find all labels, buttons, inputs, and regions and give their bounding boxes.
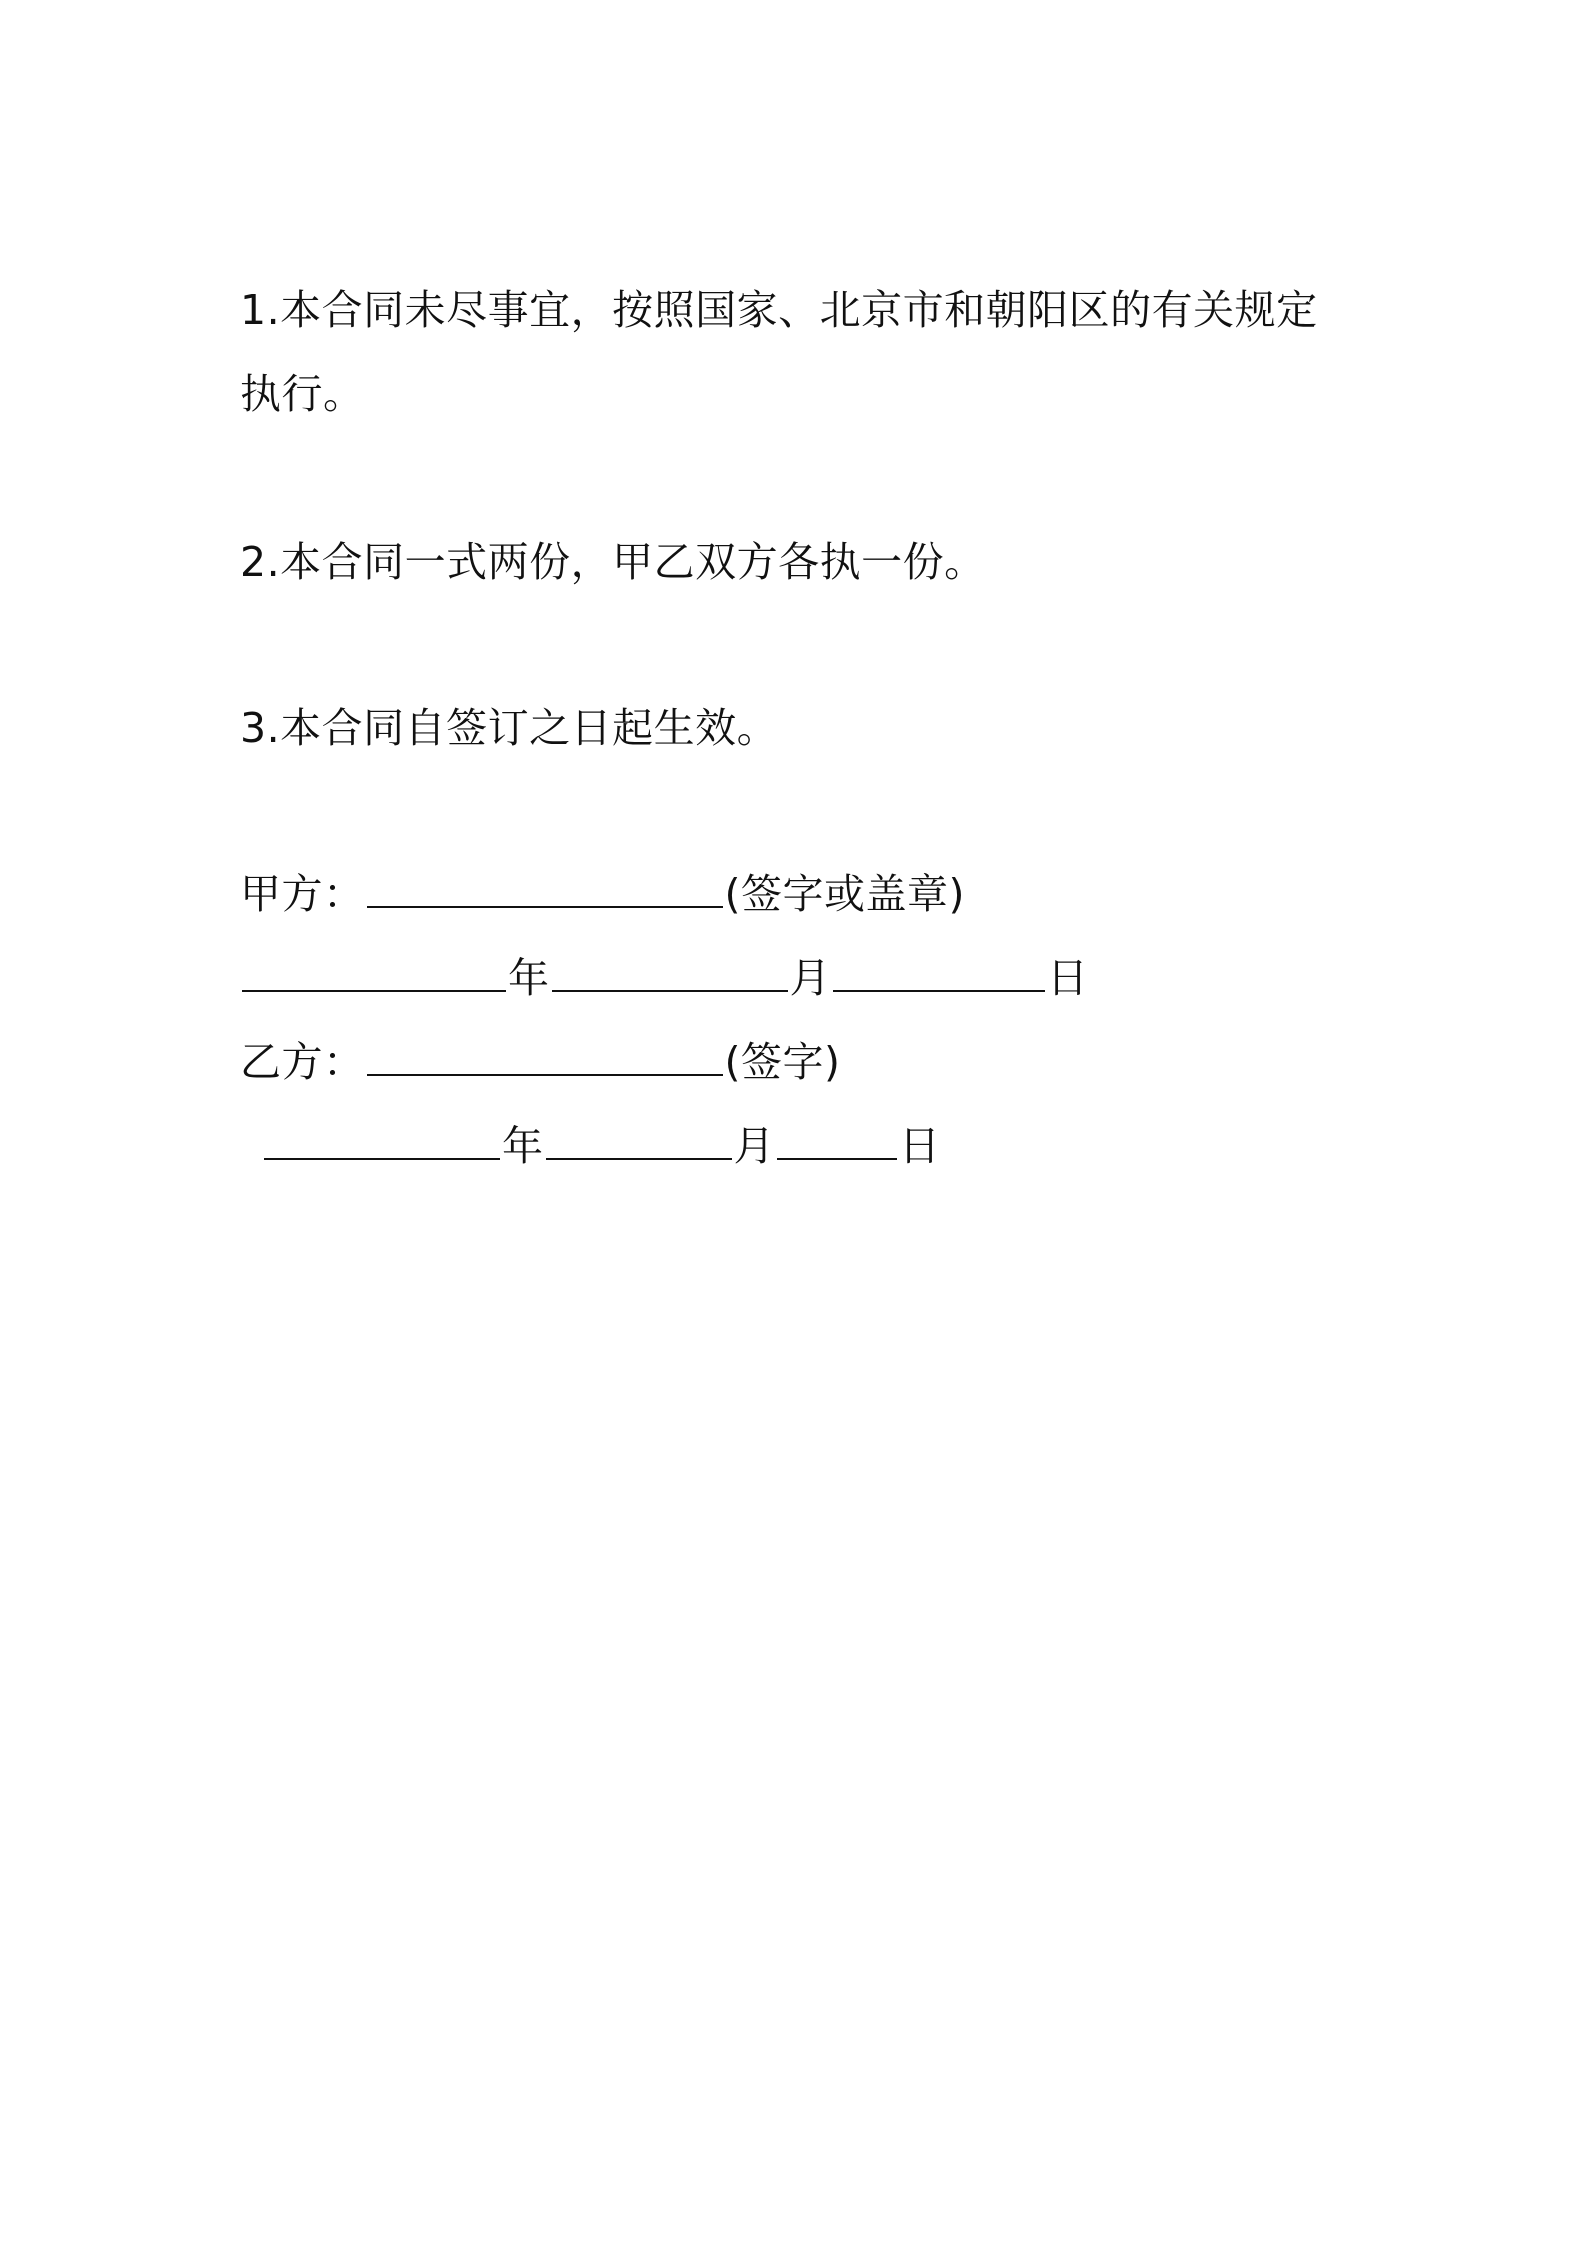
party-a-month-label: 月 (789, 954, 831, 1002)
party-a-date-line (240, 952, 1089, 1004)
clause-3: 3.本合同自签订之日起生效。 (240, 704, 779, 752)
party-b-year-blank (264, 1122, 500, 1160)
party-b-label: 乙方： (240, 1038, 365, 1086)
party-a-signature-note: (签字或盖章) (724, 870, 965, 918)
clause-1-line-1: 1.本合同未尽事宜，按照国家、北京市和朝阳区的有关规定 (240, 286, 1318, 334)
party-a-day-label: 日 (1047, 954, 1089, 1002)
party-a-signature-line (240, 868, 965, 920)
party-b-date-line (262, 1120, 941, 1172)
party-b-day-label: 日 (899, 1122, 941, 1170)
clause-1-line-2: 执行。 (240, 370, 365, 418)
party-b-signature-line (240, 1036, 841, 1088)
party-a-day-blank (833, 954, 1045, 992)
party-b-day-blank (777, 1122, 897, 1160)
party-b-year-label: 年 (502, 1122, 544, 1170)
party-a-signature-blank (367, 870, 723, 908)
party-a-month-blank (552, 954, 788, 992)
clause-2: 2.本合同一式两份，甲乙双方各执一份。 (240, 538, 986, 586)
party-b-month-blank (546, 1122, 732, 1160)
party-b-signature-note: (签字) (724, 1038, 841, 1086)
party-a-year-blank (242, 954, 506, 992)
party-a-year-label: 年 (508, 954, 550, 1002)
party-b-month-label: 月 (733, 1122, 775, 1170)
party-b-signature-blank (367, 1038, 723, 1076)
party-a-label: 甲方： (240, 870, 365, 918)
